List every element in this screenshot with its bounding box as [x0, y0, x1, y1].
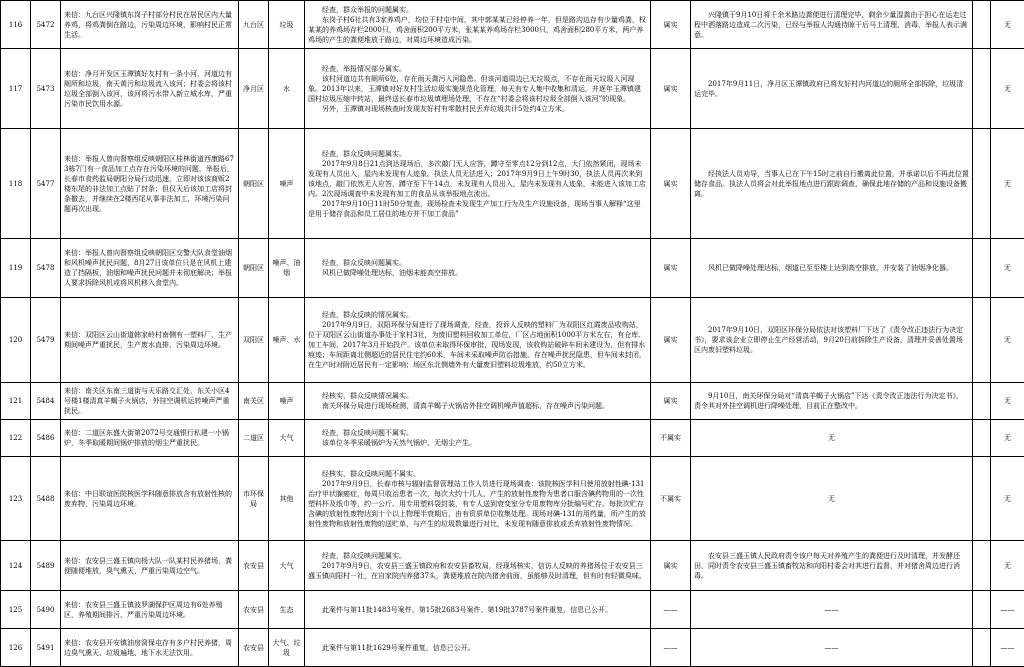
- complaint-content: 来信：农安县三盛玉镇向杨大队一队某村民养猪场，粪便随便堆放，臭气熏天，严重污染周边空气。: [61, 541, 239, 591]
- investigation-paragraph: 此案件与第11批1483号案件、第15批2683号案件、第19批3787号案件重复，信息已公开。: [308, 605, 647, 615]
- row-seq: 124: [1, 541, 31, 591]
- table-row: [1, 541, 1024, 591]
- complaint-content: 来信：中日联谊医院核医学科随意排放含有放射性核的废弃物，污染周边环境。: [61, 457, 239, 541]
- pollution-type: 噪声、油烟: [269, 239, 305, 298]
- verdict: 属实: [651, 298, 691, 383]
- table-row: [1, 457, 1024, 541]
- investigation-paragraph: 2017年9月10日11时50分复查，现场检查未发现生产加工行为及生产设施设备，现场当事人解释“这里是用于储存食品和员工居住的地方并不加工食品”: [308, 199, 647, 219]
- case-id: 5473: [31, 49, 61, 129]
- accountability: 无: [991, 129, 1024, 239]
- investigation-paragraph: 2017年9月8日21点到达现场后，多次敲门无人应答，蹲守至零点12分到12点，大门依然紧闭，现场未发现有人员出入，屋内未发现有人迹象。执法人员无法进入；2017年9月9日上午9时30，执法人员再次来到该地点，敲门依然无人应答，蹲守至下午14点，未发现有人员出入，屋内未发现有人迹象，未能进入该加工店内。2次现场调查中未发现有加工的食品从该举报地点流出。: [308, 159, 647, 199]
- handling-result: 2017年9月11日，净月区玉潭镇政府已将友好村内河道边的厕所全部拆除，垃圾清运完毕。: [691, 49, 973, 129]
- case-id: 5488: [31, 457, 61, 541]
- table-row: [1, 129, 1024, 239]
- handling-result: 9月10日，南关环保分局对“清真羊蝎子火锅店”下达《责令改正违法行为决定书》，责令其对外挂空调机进行降噪处理，目前正在整改中。: [691, 383, 973, 420]
- case-table-body: [1, 1, 1024, 667]
- row-seq: 122: [1, 420, 31, 457]
- case-id: 5478: [31, 239, 61, 298]
- handling-result: 无: [691, 457, 973, 541]
- accountability: ——: [991, 629, 1024, 667]
- empty-cell: [973, 1, 991, 49]
- pollution-type: 其他: [269, 457, 305, 541]
- verdict: 属实: [651, 129, 691, 239]
- case-id: 5472: [31, 1, 61, 49]
- investigation-result: [305, 457, 651, 541]
- investigation-paragraph: 2017年9月9日，农安县三盛玉镇政府和农安县畜牧局，经现场核实，信访人反映的养猪场位于农安县三盛玉镇向阳村一社，在自家院内养猪37头，粪便堆放在院内猪舍前面，虽能够及时清理，但有时有轻微臭味。: [308, 561, 647, 581]
- empty-cell: [973, 298, 991, 383]
- case-id: 5491: [31, 629, 61, 667]
- table-row: [1, 629, 1024, 667]
- investigation-paragraph: 另外，玉潭镇对现场核查时发现友好村有零散村民丢弃垃圾共计5处约4立方米。: [308, 104, 647, 114]
- investigation-result: [305, 591, 651, 629]
- investigation-paragraph: 经查，举报情况部分属实。: [308, 64, 647, 74]
- pollution-type: 噪声、水: [269, 298, 305, 383]
- verdict: 属实: [651, 49, 691, 129]
- case-id: 5486: [31, 420, 61, 457]
- row-seq: 120: [1, 298, 31, 383]
- investigation-paragraph: 该村河道边共有厕所6处，存在雨天粪污入河隐患。但该河道周边已无垃圾点，不存在雨天垃圾入河现象。2013年以来，玉潭镇对好友村生活垃圾实施规范化管理，每天有专人集中收集和清运，并逐年玉潭镇建国村垃圾压缩中转站，最终送长春市垃圾填埋场处理，不存在“村委会将该村垃圾全部倒入该河”的现象。: [308, 74, 647, 104]
- table-row: [1, 591, 1024, 629]
- accountability: 无: [991, 298, 1024, 383]
- investigation-paragraph: 经查，群众反映的情况属实。: [308, 310, 647, 320]
- complaint-content: 来信：农安县开安镇油房窝保屯存有多户村民养猪，周边臭气熏天、垃圾遍地、地下水无法饮用。: [61, 629, 239, 667]
- case-id: 5477: [31, 129, 61, 239]
- empty-cell: [973, 239, 991, 298]
- row-seq: 123: [1, 457, 31, 541]
- pollution-type: 噪声: [269, 383, 305, 420]
- district: 净月区: [239, 49, 269, 129]
- district: 二道区: [239, 420, 269, 457]
- table-row: [1, 420, 1024, 457]
- row-seq: 117: [1, 49, 31, 129]
- table-row: [1, 239, 1024, 298]
- handling-result: 无: [691, 420, 973, 457]
- investigation-result: [305, 129, 651, 239]
- investigation-paragraph: 南关环保分局进行现场检测，清真羊蝎子火锅店外挂空调机噪声值超标，存在噪声污染问题。: [308, 401, 647, 411]
- pollution-type: 垃圾: [269, 1, 305, 49]
- case-id: 5489: [31, 541, 61, 591]
- table-row: [1, 298, 1024, 383]
- case-id: 5484: [31, 383, 61, 420]
- accountability: 无: [991, 457, 1024, 541]
- investigation-paragraph: 此案件与第11批1629号案件重复，信息已公开。: [308, 643, 647, 653]
- investigation-result: [305, 541, 651, 591]
- complaint-content: 来信：举报人曾向督察组反映朝阳区桂林街道西康路673栋7门有一食品加工点存在污染环境的问题，举报后，长春市食药监局朝阳分局行动迅速，立即对该该商贩2楼东尾的非法加工点贴了封条；但仅天后该加工店将封条撤去，并继续在2楼西尾从事非法加工，环境污染问题再次出现。: [61, 129, 239, 239]
- investigation-result: [305, 1, 651, 49]
- investigation-paragraph: 2017年9月9日，长春市核与辐射监督管理站工作人员进行现场调查：该院核医学科只使用放射性碘-131治疗甲状腺癌症，每周只收治患者一次，每次大约十几人，产生的放射性废物为患者口服含碘药物用的一次性塑料杯及纸巾等，约一公斤。用专用塑料袋封装，有专人送到衰变室分专用废物库分批编号贮存。每批次贮存含碘的放射性废物达到十个以上物理半衰期后，由有资质单位收集处理。现场对碘-131的用药量，所产生的放射性废物和放射性废物的送贮单，与产生的垃圾数量进行对比，未发现有随意排放或丢弃放射性废物情况。: [308, 479, 647, 529]
- table-row: [1, 1, 1024, 49]
- verdict: ——: [651, 591, 691, 629]
- district: 双阳区: [239, 298, 269, 383]
- handling-result: 农安县三盛玉镇人民政府责令该户每天对养殖产生的粪便进行及时清理，并发酵还田，同时责令农安县三盛玉镇畜牧站和向阳村委会对其进行监督，并对猪舍周边进行消毒。: [691, 541, 973, 591]
- accountability: 无: [991, 420, 1024, 457]
- pollution-type: 大气: [269, 420, 305, 457]
- empty-cell: [973, 49, 991, 129]
- case-id: 5490: [31, 591, 61, 629]
- investigation-paragraph: 经查，群众反映问题属实。: [308, 149, 647, 159]
- row-seq: 119: [1, 239, 31, 298]
- district: 朝阳区: [239, 239, 269, 298]
- handling-result: 兴隆镇于9月10日将千余米路边粪便进行清理完毕，剩余少量湿粪由于担心在运走过程中洒落路边造成二次污染，已经与举报人沟通待晾干后马上清理、消毒，举报人表示满意。: [691, 1, 973, 49]
- verdict: ——: [651, 629, 691, 667]
- empty-cell: [973, 129, 991, 239]
- investigation-result: [305, 420, 651, 457]
- investigation-paragraph: 经查，群众反映问题属实。: [308, 258, 647, 268]
- handling-result: 2017年9月10日，双阳区环保分局依法对该塑料厂下达了《责令改正违法行为决定书》，要求该企业立即停止生产经营活动，9月20日前拆除生产设备，清理并妥善处置场区内废旧塑料垃圾。: [691, 298, 973, 383]
- complaint-content: 来信：二道区东盛大街第2072号交通银行私建一小锅炉，冬季取暖期间锅炉排放的烟尘严重扰民。: [61, 420, 239, 457]
- investigation-paragraph: 2017年9月9日，双阳环保分局进行了现场调查，经查，投诉人反映的塑料厂为双阳区红霞废品收购站，位于双阳区云山街道办事处于家村3社，为废旧塑料回收加工单位，厂区占地面积1000平方米左右，有仓库、加工车间，2017年3月开始投产。该单位未取得环保审批，现场发现，该收购站破碎车间未建设为，但有排水痕迹；车间距离北侧超近的居民住宅约60米，车间未采取噪声防治措施，存在噪声扰民隐患，但车间未封闭，在生产时对附近居民有一定影响；场区东北侧墙外有大量废旧塑料垃圾堆放，约50立方米。: [308, 320, 647, 370]
- complaint-content: 来信：九台区兴隆镇东岗子村部分村民在居民区内大量养鸡，将鸡粪倒在路边，污染周边环境，影响村民正常生活。: [61, 1, 239, 49]
- verdict: 属实: [651, 541, 691, 591]
- empty-cell: [973, 420, 991, 457]
- row-seq: 121: [1, 383, 31, 420]
- investigation-paragraph: 东岗子村6社共有3家养鸡户，均位于村屯中间，其中郭某某已经停养一年，但是路沟边存有少量鸡粪，权某某的养鸡场存栏2000只，鸡舍面积200平方米，张某某养鸡场存栏3000只，鸡舍面积280平方米，两户养鸡场的产生的粪便堆放于路边，对周边环境造成污染。: [308, 15, 647, 45]
- pollution-type: 大气: [269, 541, 305, 591]
- district: 南关区: [239, 383, 269, 420]
- handling-result: 风机已做降噪处理达标，烟道已至至楼上达到高空排放，并安装了油烟净化器。: [691, 239, 973, 298]
- accountability: 无: [991, 239, 1024, 298]
- verdict: 不属实: [651, 420, 691, 457]
- accountability: 无: [991, 383, 1024, 420]
- verdict: 属实: [651, 1, 691, 49]
- empty-cell: [973, 457, 991, 541]
- investigation-paragraph: 经查，群众反映问题不属实。: [308, 428, 647, 438]
- table-row: [1, 49, 1024, 129]
- investigation-result: [305, 49, 651, 129]
- accountability: 无: [991, 541, 1024, 591]
- pollution-type: 噪声: [269, 129, 305, 239]
- complaint-content: 来信：净月开发区玉潭镇好友村有一条小河，河道边有厕所和垃圾，南天黄污和垃圾流入该河；村委会将该村垃圾全部倒入该河，该河将污水带入新立城水库，严重污染市民饮用水源。: [61, 49, 239, 129]
- row-seq: 118: [1, 129, 31, 239]
- district: 农安县: [239, 629, 269, 667]
- row-seq: 116: [1, 1, 31, 49]
- row-seq: 126: [1, 629, 31, 667]
- district: 市环保局: [239, 457, 269, 541]
- investigation-paragraph: 经核实，群众反映问题不属实。: [308, 469, 647, 479]
- investigation-result: [305, 629, 651, 667]
- investigation-paragraph: 经核实，群众反映情况属实。: [308, 391, 647, 401]
- district: 农安县: [239, 591, 269, 629]
- pollution-type: 水: [269, 49, 305, 129]
- accountability: ——: [991, 591, 1024, 629]
- investigation-paragraph: 该单位冬季采暖锅炉为天然气锅炉，无烟尘产生。: [308, 438, 647, 448]
- table-row: [1, 383, 1024, 420]
- handling-result: ——: [691, 591, 973, 629]
- handling-result: 经执法人员劝导，当事人已在下午15时之前自行搬离此位置，并承诺以后不再此位置储存食品。执法人员将会对此举报地点进行跟踪调查，确保此地存储的产品和设施设备搬离。: [691, 129, 973, 239]
- case-id: 5479: [31, 298, 61, 383]
- investigation-result: [305, 383, 651, 420]
- complaint-content: 来信：举报人曾向督察组反映朝阳区交警大队食堂油烟和风机噪声扰民问题，8月27日该单位只是在风机上建造了挡隔板，油烟和噪声扰民问题并未彻底解决；举报人要求拆除风机或将风机移入食堂内。: [61, 239, 239, 298]
- complaint-content: 来信：南关区东南三道街与天乐路交汇处，东关小区4号楼1楼清真羊蝎子火锅店，外挂空调机运转噪声严重扰民。: [61, 383, 239, 420]
- row-seq: 125: [1, 591, 31, 629]
- empty-cell: [973, 591, 991, 629]
- accountability: 无: [991, 1, 1024, 49]
- complaint-content: 来信：农安县三盛玉镇波罗湖保护区周边有6处养殖区，养殖期间排污，严重污染周边环境。: [61, 591, 239, 629]
- investigation-paragraph: 经查，群众反映问题属实。: [308, 551, 647, 561]
- district: 农安县: [239, 541, 269, 591]
- verdict: 不属实: [651, 457, 691, 541]
- investigation-paragraph: 经查，群众举报的问题属实。: [308, 5, 647, 15]
- investigation-result: [305, 298, 651, 383]
- investigation-result: [305, 239, 651, 298]
- verdict: 属实: [651, 383, 691, 420]
- complaint-content: 来信：双阳区云山街道韩家岭村南侧有一塑料厂，生产期间噪声严重扰民，生产废水直排，污染周边环境。: [61, 298, 239, 383]
- district: 朝阳区: [239, 129, 269, 239]
- verdict: 属实: [651, 239, 691, 298]
- investigation-paragraph: 风机已做降噪处理达标，油烟未能高空排放。: [308, 268, 647, 278]
- handling-result: ——: [691, 629, 973, 667]
- district: 九台区: [239, 1, 269, 49]
- accountability: 无: [991, 49, 1024, 129]
- empty-cell: [973, 541, 991, 591]
- empty-cell: [973, 383, 991, 420]
- empty-cell: [973, 629, 991, 667]
- pollution-type: 大气、垃圾: [269, 629, 305, 667]
- pollution-type: 生态: [269, 591, 305, 629]
